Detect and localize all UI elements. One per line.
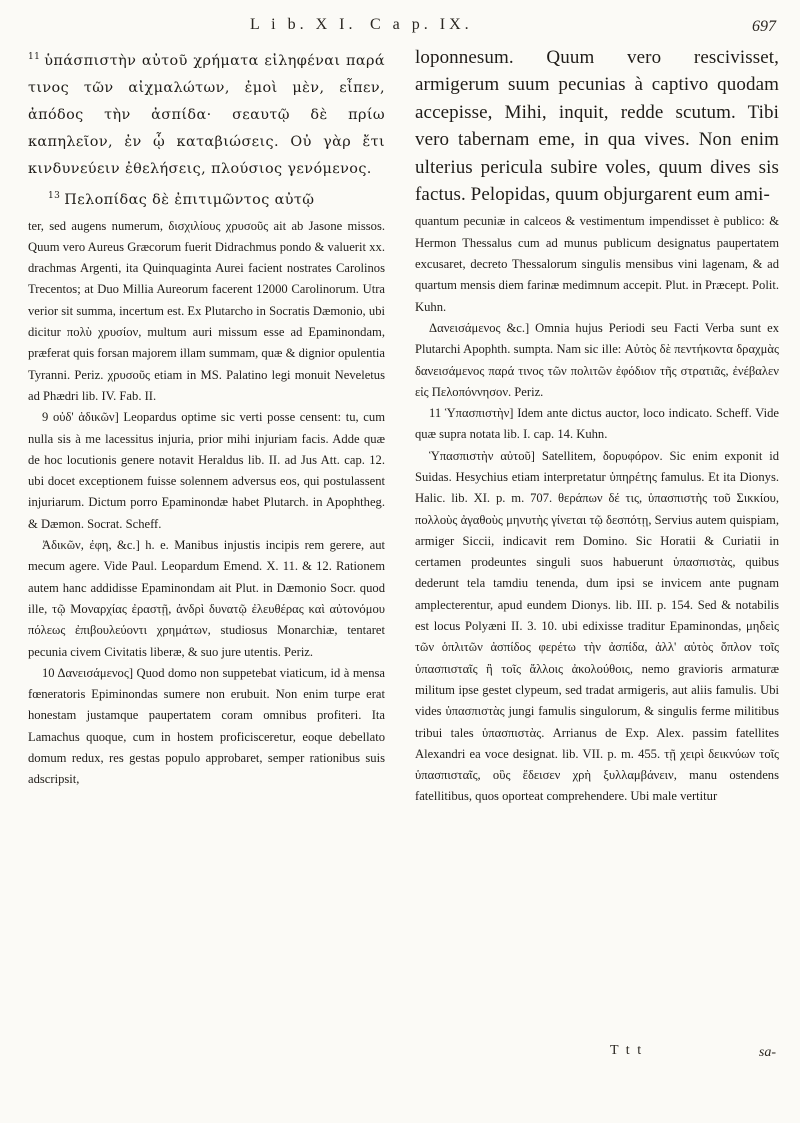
footnote-marker-11: 11 xyxy=(28,52,41,62)
running-head-book: L i b. X I. xyxy=(250,16,357,33)
page-number: 697 xyxy=(752,18,776,35)
running-head-chapter: C a p. IX. xyxy=(370,16,473,33)
left-column xyxy=(28,44,385,791)
greek-text-13: Πελοπίδας δὲ ἐπιτιμῶντος αὐτῷ xyxy=(64,191,315,208)
note-paragraph: 9 οὐδ' ἀδικῶν] Leopardus optime sic verti posse censent: tu, cum nulla sis à me lacessitus injuria, prior mihi injuriam facis. Adde quæ de hoc locutionis genere notavit Heraldus lib. II. ad Jus Att. cap. 12. ubi docet exceptionem fuisse solennem adversus eos, qui postulassent injuriarum. Dictum porro Epaminondæ habet Plutarch. in Apophtheg. & Dæmon. Socrat. Scheff. xyxy=(28,410,385,531)
notes-left xyxy=(28,216,385,791)
right-column xyxy=(415,44,779,808)
note-paragraph: Ἀδικῶν, ἐφη, &c.] h. e. Manibus injustis incipis rem gerere, aut mecum agere. Vide Paul. Leopardum Emend. X. 11. & 12. Rationem autem hanc addidisse Epaminondam ait Plut. in Dæmonio Socr. quod ille, τῷ Μοναρχίας ἐραστῇ, ἀνδρὶ δυνατῷ ἐλευθέρας καὶ αὐτονόμου πόλεως ἐπιβουλεύοντι χρημάτων, studiosus Monarchiæ, tentaret pecunia civem Civitatis liberæ, & suo jure utentis. Periz. xyxy=(28,538,385,659)
catchword: sa- xyxy=(758,1045,776,1060)
note-paragraph: 11 Ὑπασπιστὴν] Idem ante dictus auctor, loco indicato. Scheff. Vide quæ supra notata lib. I. cap. 14. Kuhn. xyxy=(415,406,779,442)
signature-mark: T t t xyxy=(610,1043,644,1058)
note-paragraph: quantum pecuniæ in calceos & vestimentum impendisset è publico: & Hermon Thessalus cum ad munus publicum designatus paupertatem excusaret, decreto Thessalorum singulis mensibus vini lagenam, & ad quartum mensis diem farinæ medimnum accepit. Plut. in Præcept. Polit. Kuhn. xyxy=(415,214,779,314)
note-paragraph: Δανεισάμενος &c.] Omnia hujus Periodi seu Facti Verba sunt ex Plutarchi Apophth. sumpta. Nam sic ille: Αὐτὸς δὲ πεντήκοντα δραχμὰς δανεισάμενος παρά τινος τῶν πολιτῶν ἐφόδιον τῆς στρατιᾶς, ἐνέβαλεν εἰς Πελοπόννησον. Periz. xyxy=(415,320,779,399)
greek-paragraph-13 xyxy=(28,183,385,214)
note-paragraph: ter, sed augens numerum, δισχιλίους χρυσοῦς ait ab Jasone missos. Quum vero Aureus Græcorum fuerit Didrachmus pondo & valuerit xx. drachmas Argenti, ita Quinquaginta Aurei facient nostrates Carolinos Trecentos; at Duo Millia Aureorum facerent 12000 Carolinorum. Utra verior sit summa, incertum est. Ex Plutarcho in Socratis Dæmonio, ubi dicitur πολὺ χρυσίον, multum auri missum esse ad Epaminondam, præferat quis forsan majorem illam summam, quæ & dignior opulentia Tyranni. Periz. χρυσοῦς etiam in MS. Palatino legi monuit Neveletus ad Phædri lib. IV. Fab. II. xyxy=(28,218,385,403)
note-paragraph: 10 Δανεισάμενος] Quod domo non suppetebat viaticum, id à mensa fœneratoris Epiminondas sumere non erubuit. Non enim turpe erat honestam justamque paupertatem coram omnibus profiteri. Ita Lamachus quoque, cum in hostem proficisceretur, eoque debellato domum redux, res gestas populo approbaret, semper rationibus suis adscripsit, xyxy=(28,665,385,787)
latin-translation: loponnesum. Quum vero rescivisset, armigerum suum pecunias à captivo quodam accepisse, Mihi, inquit, redde scutum. Tibi vero tabernam eme, in qua vives. Non enim ulterius pericula subire voles, quum dives sis factus. Pelopidas, quum objurgarent eum ami- xyxy=(415,47,779,206)
greek-paragraph-11 xyxy=(28,44,385,183)
note-paragraph: Ὑπασπιστὴν αὐτοῦ] Satellitem, δορυφόρον. Sic enim exponit id Suidas. Hesychius etiam interpretatur ὑπηρέτης famulus. Et ita Dionys. Halic. lib. XI. p. m. 707. θεράπων δέ τις, ὑπασπιστὴς τοῦ Σικκίου, πολλοὺς ἀγαθοὺς μηνυτὴς γίνεται τῷ δεσπότῃ, Servius autem quispiam, armiger Siccii, indicavit rem Domino. Sic Horatii & Curiatii in certamen prodeuntes singuli suos habuerunt ὑπασπιστὰς, quibus dederunt tela tamdiu tenenda, dum ipsi se invicem ante pugnam amplecterentur, apud eundem Dionys. lib. III. p. 154. Sed & notabilis est locus Polyæni II. 3. 10. ubi edixisse traditur Epaminondas, μηδεὶς τῶν ὁπλιτῶν ἀσπίδος φερέτω τὴν ἀσπίδα, ἀλλ' αὐτὸς ὄπλον τοῖς ὑπασπισταῖς ἢ τοῖς ἄλλοις ἀκολούθοις, nemo gravioris armaturæ militum ipse gestet clypeum, sed tradat armigeris, aut aliis famulis. Ubi vides ὑπασπιστὰς jungi famulis singulorum, & singulis ferme militibus tribui tales ὑπασπιστὰς. Arrianus de Exp. Alex. passim fatellites Alexandri ea voce designat. lib. VII. p. m. 455. τῇ χειρὶ δεικνύων τοῖς ὑπασπισταῖς, οὓς ἔδεισεν χρὴ ξυλλαμβάνειν, manu ostendens fatellitibus, quos oporteat comprehendere. Ubi male vertitur xyxy=(415,448,779,804)
footnote-marker-13: 13 xyxy=(48,190,61,201)
greek-text-11: ὑπάσπιστὴν αὐτοῦ χρήματα εἰληφέναι παρά τινος τῶν αἰχμαλώτων, ἐμοὶ μὲν, εἶπεν, ἀπόδος τὴν ἀσπίδα· σεαυτῷ δὲ πρίω καπηλεῖον, ἐν ᾧ καταβιώσεις. Οὐ γὰρ ἔτι κινδυνεύειν ἐθελήσεις, πλούσιος γενόμενος. xyxy=(28,52,385,177)
notes-right xyxy=(415,211,779,807)
